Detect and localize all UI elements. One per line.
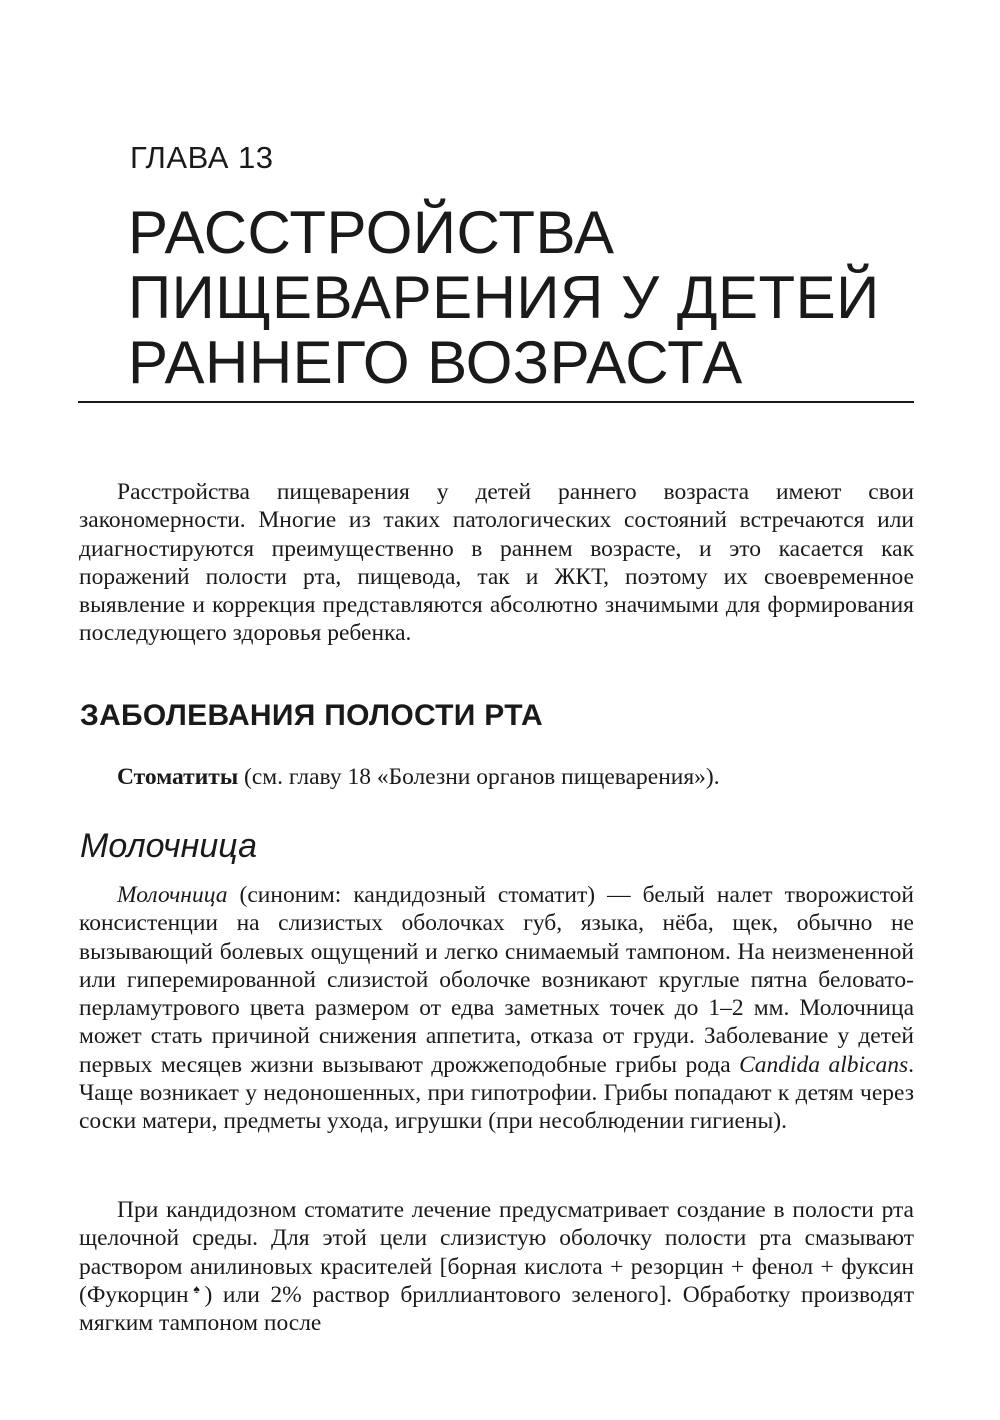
- treatment-text-a: При кандидозном стоматите лечение предусматривает создание в полости рта щелочной среды. Для этой цели слизистую оболочку полости рта смазывают раствором анилиновых красителей [борная кислота + резорцин + фенол + фуксин (Фукорцин: [79, 1197, 914, 1308]
- species-name: Candida albicans: [739, 1051, 909, 1078]
- title-divider: [78, 401, 914, 403]
- thrush-text-b: . Чаще возникает у недоношенных, при гипотрофии. Грибы попадают к детям через соски матери, предметы ухода, игрушки (при несоблюдении гигиены).: [79, 1051, 914, 1135]
- section-heading: ЗАБОЛЕВАНИЯ ПОЛОСТИ РТА: [80, 699, 543, 732]
- chapter-label: ГЛАВА 13: [130, 140, 274, 175]
- chapter-title-line-1: РАССТРОЙСТВА: [128, 199, 615, 266]
- thrush-term: Молочница: [117, 882, 228, 908]
- stomatitis-paragraph: [79, 763, 914, 791]
- stomatitis-reference: (см. главу 18 «Болезни органов пищеварения»).: [238, 764, 720, 790]
- thrush-paragraph-1: [79, 881, 914, 1136]
- chapter-title: [128, 200, 928, 395]
- chapter-title-line-2: ПИЩЕВАРЕНИЯ У ДЕТЕЙ: [128, 264, 880, 331]
- trademark-mark: ♠: [188, 1282, 205, 1297]
- treatment-text-b: ) или 2% раствор бриллиантового зеленого]. Обработку производят мягким тампоном после: [79, 1281, 915, 1337]
- treatment-paragraph: [79, 1196, 914, 1337]
- subsection-heading: Молочница: [80, 827, 257, 865]
- intro-paragraph: Расстройства пищеварения у детей раннего возраста имеют свои закономерности. Многие из таких патологических состояний встречаются или диагностируются преимущественно в раннем возрасте, и это касается как поражений полости рта, пищевода, так и ЖКТ, поэтому их своевременное выявление и коррекция представляются абсолютно значимыми для формирования последующего здоровья ребенка.: [79, 479, 914, 647]
- thrush-text-a: (синоним: кандидозный стоматит) — белый налет творожистой консистенции на слизистых оболочках губ, языка, нёба, щек, обычно не вызывающий болевых ощущений и легко снимаемый тампоном. На неизмененной или гиперемированной слизистой оболочке возникают круглые пятна беловато-перламутрового цвета размером от едва заметных точек до 1–2 мм. Молочница может стать причиной снижения аппетита, отказа от груди. Заболевание у детей первых месяцев жизни вызывают дрожжеподобные грибы рода: [79, 882, 914, 1078]
- stomatitis-term: Стоматиты: [117, 764, 239, 790]
- chapter-title-line-3: РАННЕГО ВОЗРАСТА: [128, 329, 743, 396]
